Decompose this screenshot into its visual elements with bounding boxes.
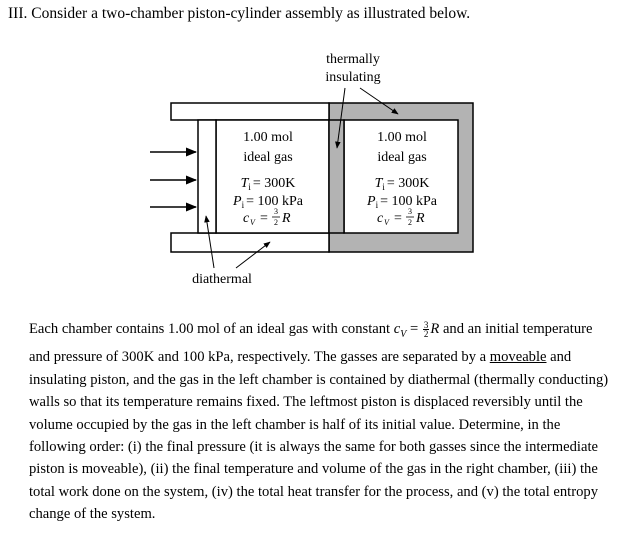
- problem-heading: III. Consider a two-chamber piston-cylinder assembly as illustrated below.: [8, 5, 471, 22]
- leftmost-piston: [198, 120, 216, 233]
- paragraph-fraction: $\frac{3}{2}$: [423, 320, 429, 340]
- bottom-wall: [171, 233, 329, 252]
- left-temperature: $T_i = 300K$: [240, 176, 296, 192]
- left-gas: ideal gas: [243, 150, 293, 165]
- label-diathermal: diathermal: [192, 272, 252, 287]
- paragraph-equals: =: [406, 321, 422, 337]
- svg-text:3: 3: [408, 207, 412, 216]
- svg-text:V: V: [384, 218, 389, 227]
- label-thermally: thermally: [326, 52, 380, 67]
- svg-text:R: R: [416, 211, 425, 226]
- svg-text:=: =: [394, 211, 402, 226]
- problem-paragraph: [29, 318, 614, 526]
- label-insulating: insulating: [325, 70, 381, 85]
- paragraph-part-2: and an initial temperature and pressure of 300K and 100 kPa, respectively. The gasses are separated by a: [29, 321, 593, 366]
- svg-text:V: V: [250, 218, 255, 227]
- svg-text:3: 3: [274, 207, 278, 216]
- top-wall: [171, 103, 329, 120]
- paragraph-cv-symbol: c: [393, 321, 401, 337]
- svg-text:=: =: [260, 211, 268, 226]
- svg-text:c: c: [243, 211, 250, 226]
- svg-text:2: 2: [408, 218, 412, 227]
- paragraph-part-1: Each chamber contains 1.00 mol of an ideal gas with constant: [29, 321, 394, 337]
- svg-text:2: 2: [274, 218, 278, 227]
- paragraph-underlined-word: moveable: [489, 349, 547, 366]
- left-moles: 1.00 mol: [243, 130, 293, 145]
- svg-text:c: c: [377, 211, 384, 226]
- paragraph-cv-subscript: V: [400, 328, 407, 340]
- paragraph-part-3: and insulating piston, and the gas in the left chamber is contained by diathermal (thermally conducting) walls so that its temperature remains fixed. The leftmost piston is displaced reversibly until the volume occupied by the gas in the left chamber is half of its initial value. Determine, in the following order: (i) the final pressure (it is always the same for both gasses since the intermediate piston is moveable), (ii) the final temperature and volume of the gas in the right chamber, (iii) the total work done on the system, (iv) the total heat transfer for the process, and (v) the total entropy change of the system.: [29, 349, 609, 523]
- svg-text:R: R: [282, 211, 291, 226]
- right-moles: 1.00 mol: [377, 130, 427, 145]
- left-pressure: $P_i = 100$ kPa: [233, 194, 303, 210]
- right-pressure: $P_i = 100$ kPa: [367, 194, 437, 210]
- intermediate-piston: [329, 120, 344, 233]
- paragraph-R-symbol: R: [430, 321, 440, 337]
- right-gas: ideal gas: [377, 150, 427, 165]
- right-temperature: $T_i = 300K$: [374, 176, 430, 192]
